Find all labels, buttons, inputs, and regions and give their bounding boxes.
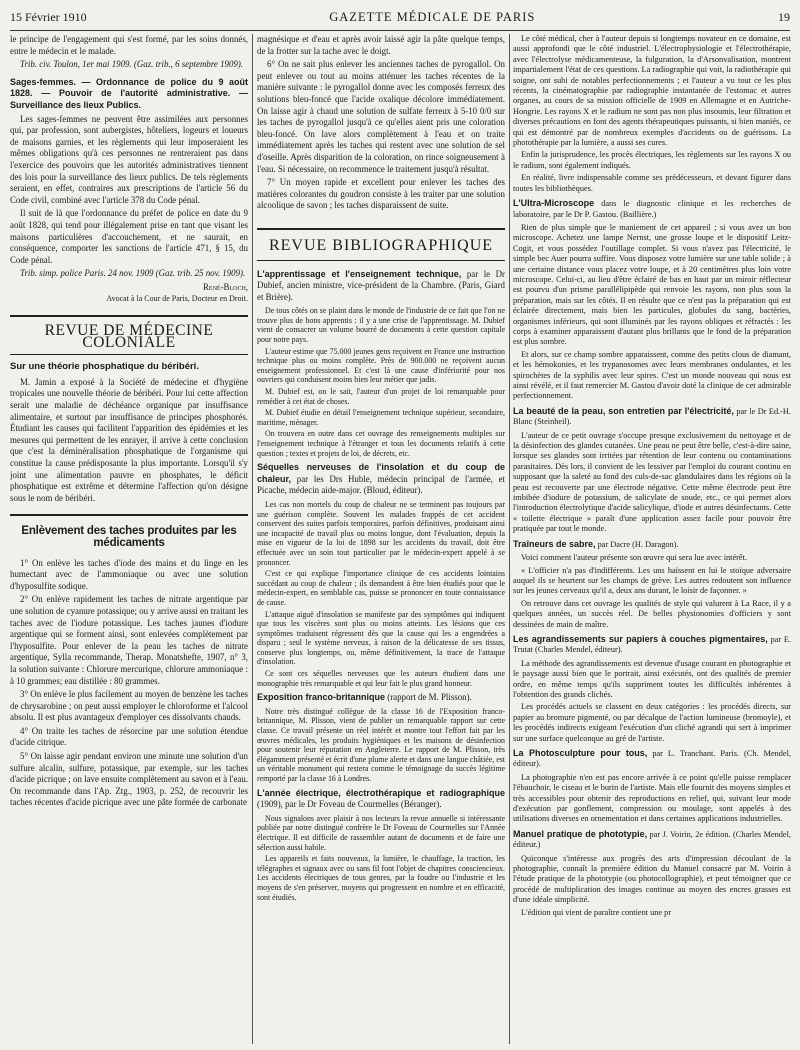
- review-title: La Photosculpture pour tous,: [513, 748, 648, 758]
- review-title: Les agrandissements sur papiers à couches pigmentaires,: [513, 633, 768, 644]
- review-ultramicroscope-heading: [513, 198, 791, 220]
- review-author: par L. Tranchant. Paris. (Ch. Mendel, éditeur).: [513, 749, 791, 769]
- review-title: Séquelles nerveuses de l'insolation et du coup de chaleur,: [257, 462, 505, 484]
- review-paragraph: Le côté médical, cher à l'auteur depuis si longtemps novateur en ce domaine, est aussi approfondi que le côté industriel. L'électrophysiologie et l'électrothérapie, avec l'électrolyse médicamenteuse, la fulguration, la d'Arsonvalisation, montrent impartialement l'état de ces questions. La radiographie qui voit, la radiothérapie qui soigne, ont subi de notables perfectionnements ; et l'auteur a vu tout ce les plus récents, la cinématographie par radiographie instantanée de l'estomac et autres organes, au cours de sa mission officielle de 1909 en Allemagne et en Autriche-Hongrie. Les rayons X et le radium ne sont pas non plus insoumis, leur filtration et diverses précautions en font des agents thérapeutiques puissants, si bien maniés, ce qui est démontré par de nombreux exemples d'accidents ou de guérisons. La photothérapie par la lumière, a aussi ses cures.: [513, 34, 791, 148]
- review-sequelles-heading: [257, 462, 505, 497]
- intro-paragraph: le principe de l'engagement qui s'est formé, par les soins donnés, entre le médecin et le malade.: [10, 34, 248, 56]
- taches-paragraph-5: 5° On laisse agir pendant environ une minute une solution d'un sulfure alcalin, sulfure, potassique, par exemple, sur les taches d'acide picrique ; on lave ensuite complètement au savon et à l'eau. On recommande dans l'Ap. Ztg., 1903, p. 252, de recouvrir les taches récentes d'acide picrique avec une pâte formée de carbonate: [10, 751, 248, 808]
- review-author: par le Dr Dubief, ancien ministre, vice-président de la Chambre. (Paris, Giard et Brière).: [257, 268, 505, 302]
- section-title-revue-bibliographique: REVUE BIBLIOGRAPHIQUE: [257, 228, 505, 261]
- review-author: par le Dr Ed.-H. Blanc (Steinheil).: [513, 406, 791, 427]
- review-paragraph: « L'officier n'a pas d'indifférents. Les uns haïssent en lui le stoïque adversaire auquel ils se heurtent sur les champs de grève. Les autres redoutent son influence sur les jeunes cerveaux qu'il a, deux ans durant, le loisir de façonner. »: [513, 565, 791, 596]
- review-paragraph: Les appareils et faits nouveaux, la lumière, le chauffage, la traction, les télégraphes et signaux avec ou sans fil font l'objet de chapitres consciencieux. Les accidents électriques de tous genres, par la foudre ou l'industrie et les moyens de s'en préserver, moyens qui progressent en nombre et en efficacité, sont étudiés.: [257, 854, 505, 902]
- review-paragraph: On trouvera en outre dans cet ouvrage des renseignements multiples sur l'enseignement technique à l'étranger et tous les documents relatifs à cette question ; textes et projets de loi, de décrets, etc.: [257, 429, 505, 458]
- author-signature: René-Bloch,: [202, 281, 248, 292]
- review-paragraph: La méthode des agrandissements est devenue d'usage courant en photographie et le paysage aussi bien que le portrait, ainsi exécutés, ont des qualités de premier ordre, en même temps qu'ils suppriment toutes les difficultés inhérentes à l'obtention des grands clichés.: [513, 658, 791, 699]
- review-agrandissements-heading: [513, 634, 791, 656]
- review-apprentissage-heading: [257, 269, 505, 304]
- review-paragraph: Voici comment l'auteur présente son œuvre qui sera lue avec intérêt.: [521, 553, 747, 563]
- review-annee-electrique-heading: [257, 788, 505, 811]
- sages-femmes-paragraph-1: Les sages-femmes ne peuvent être assimilées aux personnes qui, par profession, sont aubergistes, hôteliers, logeurs et loueurs de maisons garnies, et les règlements qui leur imposeraient les mêmes obligations qu'à ces personnes ne rentreraient pas dans l'exercice des pouvoirs que les autorités administratives tiennent des lois pour la surveillance des lieux publics. De tels règlements seraient, en effet, contraires aux prescriptions de l'article 56 du Code civil, combiné avec l'article 378 du Code pénal.: [10, 113, 248, 205]
- review-title: Manuel pratique de phototypie,: [513, 828, 648, 839]
- review-title: Traîneurs de sabre,: [513, 538, 596, 549]
- sages-femmes-source: Trib. simp. police Paris. 24 nov. 1909 (Gaz. trib. 25 nov. 1909).: [20, 268, 246, 279]
- page-header: [10, 6, 790, 28]
- review-paragraph: L'édition qui vient de paraître contient une pr: [521, 907, 672, 917]
- header-rule: [10, 30, 790, 31]
- review-title: L'Ultra-Microscope: [513, 198, 595, 209]
- beriberi-heading: Sur une théorie phosphatique du béribéri.: [10, 361, 199, 373]
- header-date: 15 Février 1910: [10, 9, 87, 24]
- column-3: [513, 34, 791, 1046]
- column-1: [10, 34, 248, 1046]
- taches-paragraph-6: 6° On ne sait plus enlever les anciennes taches de pyrogallol. On peut enlever ou tout au moins atténuer les taches récentes de la manière suivante : le pyrogallol donne avec les composés ferreux des solutions bleu-foncé que l'acide oxalique décolore immédiatement. On laisse agir à chaud une solution de sulfate ferreux à 5-10 0/0 sur les taches de pyrogallol jusqu'à ce qu'elles aient pris une coloration bleu-foncé. On lave alors complètement à l'eau et on traite immédiatement après les taches qui restent avec une solution de sel d'oseille. Après disparition de la coloration, on rince soigneusement à l'eau. Si nécessaire, on recommence le traitement jusqu'à résultat.: [257, 59, 505, 174]
- review-paragraph: En réalité, livre indispensable comme ses prédécesseurs, et devant figurer dans toutes les bibliothèques.: [513, 173, 791, 193]
- taches-paragraph-2: 2° On enlève rapidement les taches de nitrate argentique par une solution de cyanure potassique; ou y arrive aussi en traitant les taches avec de l'iodure potassique. Les taches jaunes d'iodure argentique qui se forment ainsi, sont enlevées complètement par l'hyposulfite. Pour enlever de la peau les taches de nitrate argentique, Sylla recommande, Therap. Monatshefte, 1907, n° 3, la solution suivante : Chlorure mercurique, chlorure ammoniaque : à 10 grammes; eau distillée : 80 grammes.: [10, 594, 248, 686]
- review-title: L'année électrique, électrothérapique et radiographique: [257, 787, 505, 798]
- review-author: (rapport de M. Plisson).: [387, 692, 472, 703]
- review-author: par les Drs Huble, médecin principal de l'armée, et Picache, médecin aide-major. (Bloud, éditeur).: [257, 473, 505, 496]
- review-paragraph: Ce sont ces séquelles nerveuses que les auteurs étudient dans une monographie très remarquable et qui leur fait le plus grand honneur.: [257, 669, 505, 688]
- review-paragraph: L'auteur de ce petit ouvrage s'occupe presque exclusivement du nettoyage et de la désinfection des glandes cutanées. Une peau ne peut être belle, c'est-à-dire saine, lorsque ses glandes sont irritées par rétention de leur contenu ou contaminations parasitaires. Dès lors, il convient de les lessiver par l'emploi du courant continu en supposant que la saleté au fond des culs-de-sac glandulaires dans les régions où la peau est recouverte par une électrode négative. Cette même électrode peut être imbibée d'iodure de potassium, de salicylate de soude, etc., ce qui permet alors l'introduction électrolytique d'acide salicylique, d'iode et autres désinfectants. Cette « toilette électrique » paraît d'une application assez facile pour pouvoir être pratiquée par tout le monde.: [513, 430, 791, 534]
- review-author: dans le diagnostic clinique et les recherches de laboratoire, par le Dr P. Gastou. (Baillière.): [513, 199, 791, 219]
- review-paragraph: L'attaque aiguë d'insolation se manifeste par des symptômes qui indiquent que tous les viscères sont plus ou moins atteints. Les lésions que ces symptômes traduisent régressent dès que la cause qui les a engendrées a disparu ; seul le système nerveux, à raison de la délicatesse de ses tissus, conserve plus longtemps, ou, même définitivement, la trace de l'attaque d'insolation.: [257, 609, 505, 667]
- review-paragraph: On retrouve dans cet ouvrage les qualités de style qui valurent à La Race, il y a quelques années, un succès réel. De belles physionomies d'officiers y sont dessinées de main de maître.: [513, 598, 791, 629]
- sages-femmes-heading: Sages-femmes. — Ordonnance de police du 9 août 1828. — Pouvoir de l'autorité administrative. — Surveillance des lieux Publics.: [10, 76, 248, 110]
- review-paragraph: Nous signalons avec plaisir à nos lecteurs la revue annuelle si intéressante publiée par notre distingué confrère le Dr Foveau de Courmelles sur l'Année électrique. Il est difficile de rassembler autant de documents et de faire une sélection aussi habile.: [257, 813, 505, 852]
- journal-title: GAZETTE MÉDICALE DE PARIS: [329, 9, 536, 24]
- review-beaute-peau-heading: [513, 406, 791, 428]
- review-paragraph: Rien de plus simple que le maniement de cet appareil ; si vous avez un bon microscope. Achetez une lampe Nernst, une grosse loupe et le dispositif Leitz-Cogit, et vous possédez l'outillage complet. Si vous n'avez pas l'électricité, le simple bec Auer pourra suffire. Vous disposez votre lumière sur une table solide ; à une certaine distance vous placez votre loupe, et à 20 centimètres plus loin votre microscope. Celui-ci, au lieu d'être éclairé de bas en haut par un miroir réflecteur est pourvu d'un prisme parallélipipède qui renvoie les rayons, non plus sous la préparation, mais sur les côtés. Il en résulte que ce n'est pas la préparation qui est éclairée directement, mais bien les particules, globules du sang, bactéries, organismes inférieurs, qui sont illuminés par les rayons obliques et réfractés : les corps à examiner apparaissent d'autant plus brillants que le fond de la préparation est plus sombre.: [513, 222, 791, 347]
- sages-femmes-paragraph-2: Il suit de là que l'ordonnance du préfet de police en date du 9 août 1828, qui tend pour illégalement prise en tant que visant les maisons particulières d'accouchement, et ne saurait, en conséquence, comporter les sanctions de l'article 471, § 15, du Code pénal.: [10, 208, 248, 265]
- review-paragraph: L'auteur estime que 75.000 jeunes gens reçoivent en France une instruction technique plus ou moins complète. Près de 900.000 ne reçoivent aucun enseignement professionnel. Et c'est là une cause d'infériorité pour nos ouvriers qui conduisent moins bien leur métier que jadis.: [257, 346, 505, 385]
- review-title: Exposition franco-britannique: [257, 692, 386, 703]
- review-paragraph: C'est ce qui explique l'importance clinique de ces accidents lointains succédant au coup de chaleur ; ils demandent à être bien étudiés pour que le médecin-expert, en semblable cas, puisse se prononcer en toute connaissance de cause.: [257, 569, 505, 607]
- review-paragraph: De tous côtés on se plaint dans le monde de l'industrie de ce fait que l'on ne trouve plus de bons apprentis : il y a une crise de l'apprentissage. M. Dubief vient de consacrer un volume bourré de documents à cette question capitale pour notre pays.: [257, 306, 505, 345]
- review-photosculpture-heading: [513, 748, 791, 770]
- section-title-medecine-coloniale: REVUE DE MÉDECINE COLONIALE: [10, 315, 248, 355]
- review-title: L'apprentissage et l'enseignement technique,: [257, 268, 462, 279]
- review-title: La beauté de la peau, son entretien par l'électricité,: [513, 405, 734, 416]
- review-paragraph: Les cas non mortels du coup de chaleur ne se terminent pas toujours par une guérison complète. Souvent les malades frappés de cet accident conservent des suites parfois temporaires, parfois définitives, produisant ainsi une incapacité de travail plus ou moins longue, dont l'évaluation, depuis la mise en vigueur de la loi de 1898 sur les accidents du travail, doit être effectuée avec un soin tout particulier par le médecin-expert appelé à se prononcer.: [257, 499, 505, 567]
- review-paragraph: M. Dubief étudie en détail l'enseignement technique supérieur, secondaire, maritime, ménager.: [257, 408, 505, 427]
- author-title: Avocat à la Cour de Paris, Docteur en Droit.: [106, 294, 248, 304]
- review-author: par J. Voirin, 2e édition. (Charles Mendel, éditeur.): [513, 829, 791, 850]
- review-author: par Dacre (H. Daragon).: [597, 539, 679, 549]
- taches-paragraph-3: 3° On enlève le plus facilement au moyen de benzène les taches de chrysarobine ; on peut aussi employer le chloroforme et l'alcool absolu. Il est plus avantageux d'employer ces dissolvants chauds.: [10, 689, 248, 723]
- review-paragraph: Notre très distingué collègue de la classe 16 de l'Exposition franco-britannique, M. Plisson, vient de publier un remarquable rapport sur cette classe. Ce travail présente un réel intérêt et montre tout l'effort fait par les œuvres médicales, les produits hygiéniques et les maisons de désinfection pour soutenir leur réputation en Angleterre. Le rapport de M. Plisson, très élégamment présenté et écrit d'une plume alerte et dans une langue châtiée, est un véritable monument qui restera comme le témoignage du succès légitime remporté par la classe 16 à Londres.: [257, 706, 505, 783]
- review-paragraph: Enfin la jurisprudence, les procès électriques, les règlements sur les rayons X ou le radium, sont également indiqués.: [513, 150, 791, 170]
- taches-paragraph-7: 7° Un moyen rapide et excellent pour enlever les taches des matières colorantes du goudron consiste à les traiter par une solution alcoolique de savon ; les taches disparaissent de suite.: [257, 177, 505, 211]
- review-paragraph: La photographie n'en est pas encore arrivée à ce point qu'elle puisse remplacer l'ébauchoir, le ciseau et le burin de l'artiste. Mais elle fournit des moyens simples et très accessibles pour obtenir des reproductions en relief, qui, suivant leur mode d'exécution par gonflement, compression ou moulage, sont appelés à des utilisations diverses en ornementation et dans certaines applications industrielles.: [513, 772, 791, 824]
- beriberi-paragraph: M. Jamin a exposé à la Société de médecine et d'hygiène tropicales une nouvelle théorie de béribéri. Pour lui cette affection serait une maladie de déchéance organique par insuffisance alimentaire, et surtout par insuffisance de principes phosphorés. Étudiant les causes qui facilitent l'apparition des épidémies et les mesures qui permettent de les enrayer, il arrive à cette conclusion que c'est la déminéralisation phosphatique de l'organisme qui constitue la cause prédisposante la plus importante. Lorsqu'il s'y joint une alimentation pauvre en phosphates, le déficit phosphatique est extrême et détermine l'affection qu'on désigne sous le nom de béribéri.: [10, 376, 248, 503]
- review-exposition-heading: [257, 692, 505, 704]
- page-number: 19: [777, 9, 790, 24]
- review-author: (1909), par le Dr Foveau de Courmelles (Béranger).: [257, 799, 442, 810]
- column-rule-1: [252, 34, 253, 1044]
- taches-paragraph-1: 1° On enlève les taches d'iode des mains et du linge en les humectant avec de l'ammoniaque ou avec une solution d'hyposulfite sodique.: [10, 557, 248, 591]
- review-author: par E. Trutat (Charles Mendel, éditeur).: [513, 634, 791, 655]
- review-paragraph: M. Dubief est, on le sait, l'auteur d'un projet de loi remarquable pour remédier à cet état de choses.: [257, 387, 505, 406]
- review-traineurs-heading: [513, 539, 791, 550]
- review-paragraph: Quiconque s'intéresse aux progrès des arts d'impression découlant de la photographie, connaît la première édition du Manuel consacré par M. Voirin à l'étude pratique de la phototypie (ou photocollographie), et peut témoigner que ce procédé de multiplication des images continue au moyen des encres grasses est d'une idéale simplicité.: [513, 853, 791, 905]
- taches-heading: Enlèvement des taches produites par les médicaments: [10, 514, 248, 549]
- column-rule-2: [509, 34, 510, 1044]
- review-paragraph: Et alors, sur ce champ sombre apparaissent, comme des petits clous de diamant, et les hémokonies, et les trypanosomes avec leurs membranes ondulantes, et les spirochètes de la syphilis avec leur spires. C'est un monde nouveau qui nous est ainsi révélé, et il faut remercier M. Gastou d'avoir doté la clinique de cet admirable perfectionnement.: [513, 349, 791, 401]
- review-paragraph: Les procédés actuels se classent en deux catégories : les procédés directs, sur papier au bromure pigmenté, ou par décalque de l'action lumineuse (bromoyle), et les procédés indirects exigeant l'exécution d'un cliché agrandi qui sert à imprimer sur une surface quelconque au gré de l'artiste.: [513, 702, 791, 743]
- intro-source: Trib. civ. Toulon, 1er mai 1909. (Gaz. trib., 6 septembre 1909).: [20, 59, 244, 70]
- taches-continuation: magnésique et d'eau et après avoir laissé agir la pâte quelque temps, de la frotter sur la tache avec le doigt.: [257, 34, 505, 56]
- column-2: [257, 34, 505, 1046]
- review-phototypie-heading: [513, 829, 791, 851]
- taches-paragraph-4: 4° On traite les taches de résorcine par une solution étendue d'acide citrique.: [10, 725, 248, 748]
